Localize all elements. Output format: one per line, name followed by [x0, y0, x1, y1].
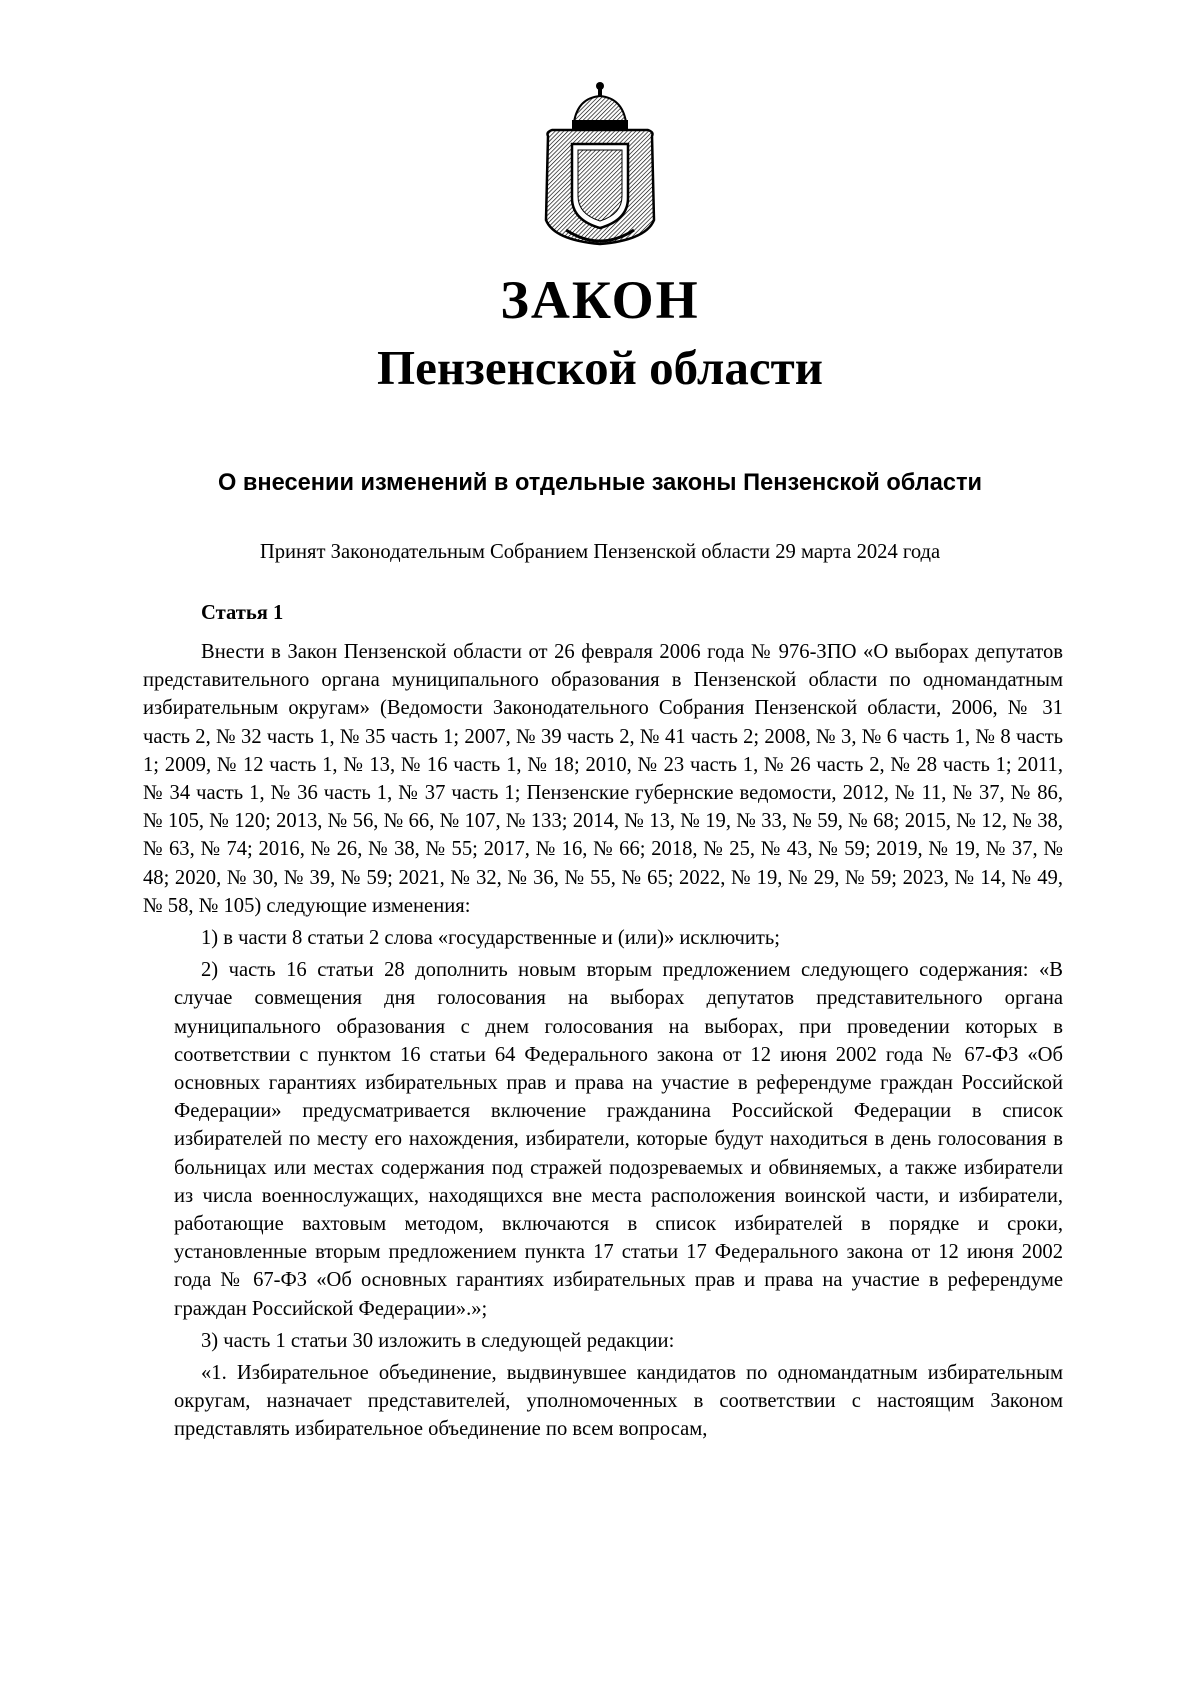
article-heading: Статья 1	[201, 602, 284, 624]
law-region: Пензенской области	[377, 340, 823, 395]
amendment-quote: «1. Избирательное объединение, выдвинувшее кандидатов по одномандатным избирательным округам, назначает представителей, уполномоченных в соответствии с настоящим Законом представлять избирательное объединение по всем вопросам,	[174, 1362, 1063, 1441]
amendment-item: 3) часть 1 статьи 30 изложить в следующей редакции:	[201, 1329, 675, 1352]
amendment-item: 1) в части 8 статьи 2 слова «государственные и (или)» исключить;	[201, 927, 780, 950]
amendment-item: 2) часть 16 статьи 28 дополнить новым вторым предложением следующего содержания: «В случае совмещения дня голосования на выборах депутатов представительного органа муниципального образования с днем голосования на выборах, при проведении которых в соответствии с пунктом 16 статьи 64 Федерального закона от 12 июня 2002 года № 67-ФЗ «Об основных гарантиях избирательных прав и права на участие в референдуме граждан Российской Федерации» предусматривается включение гражданина Российской Федерации в список избирателей по месту его нахождения, избиратели, которые будут находиться в день голосования в больницах или местах содержания под стражей подозреваемых и обвиняемых, а также избиратели из числа военнослужащих, находящихся вне места расположения воинской части, и избиратели, работающие вахтовым методом, включаются в список избирателей в порядке и сроки, установленные вторым предложением пункта 17 статьи 17 Федерального закона от 12 июня 2002 года № 67-ФЗ «Об основных гарантиях избирательных прав и права на участие в референдуме граждан Российской Федерации».»;	[174, 959, 1063, 1320]
coat-of-arms-icon	[538, 80, 662, 248]
adoption-note: Принят Законодательным Собранием Пензенской области 29 марта 2024 года	[259, 541, 941, 563]
law-title: ЗАКОН	[500, 270, 700, 330]
article-body	[143, 638, 1063, 1444]
article-intro: Внести в Закон Пензенской области от 26 февраля 2006 года № 976-ЗПО «О выборах депутатов представительного органа муниципального образования в Пензенской области по одномандатным избирательным округам» (Ведомости Законодательного Собрания Пензенской области, 2006, № 31 часть 2, № 32 часть 1, № 35 часть 1; 2007, № 39 часть 2, № 41 часть 2; 2008, № 3, № 6 часть 1, № 8 часть 1; 2009, № 12 часть 1, № 13, № 16 часть 1, № 18; 2010, № 23 часть 1, № 26 часть 2, № 28 часть 1; 2011, № 34 часть 1, № 36 часть 1, № 37 часть 1; Пензенские губернские ведомости, 2012, № 11, № 37, № 86, № 105, № 120; 2013, № 56, № 66, № 107, № 133; 2014, № 13, № 19, № 33, № 59, № 68; 2015, № 12, № 38, № 63, № 74; 2016, № 26, № 38, № 55; 2017, № 16, № 66; 2018, № 25, № 43, № 59; 2019, № 19, № 37, № 48; 2020, № 30, № 39, № 59; 2021, № 32, № 36, № 55, № 65; 2022, № 19, № 29, № 59; 2023, № 14, № 49, № 58, № 105) следующие изменения:	[143, 641, 1063, 917]
law-subject: О внесении изменений в отдельные законы Пензенской области	[217, 470, 983, 496]
